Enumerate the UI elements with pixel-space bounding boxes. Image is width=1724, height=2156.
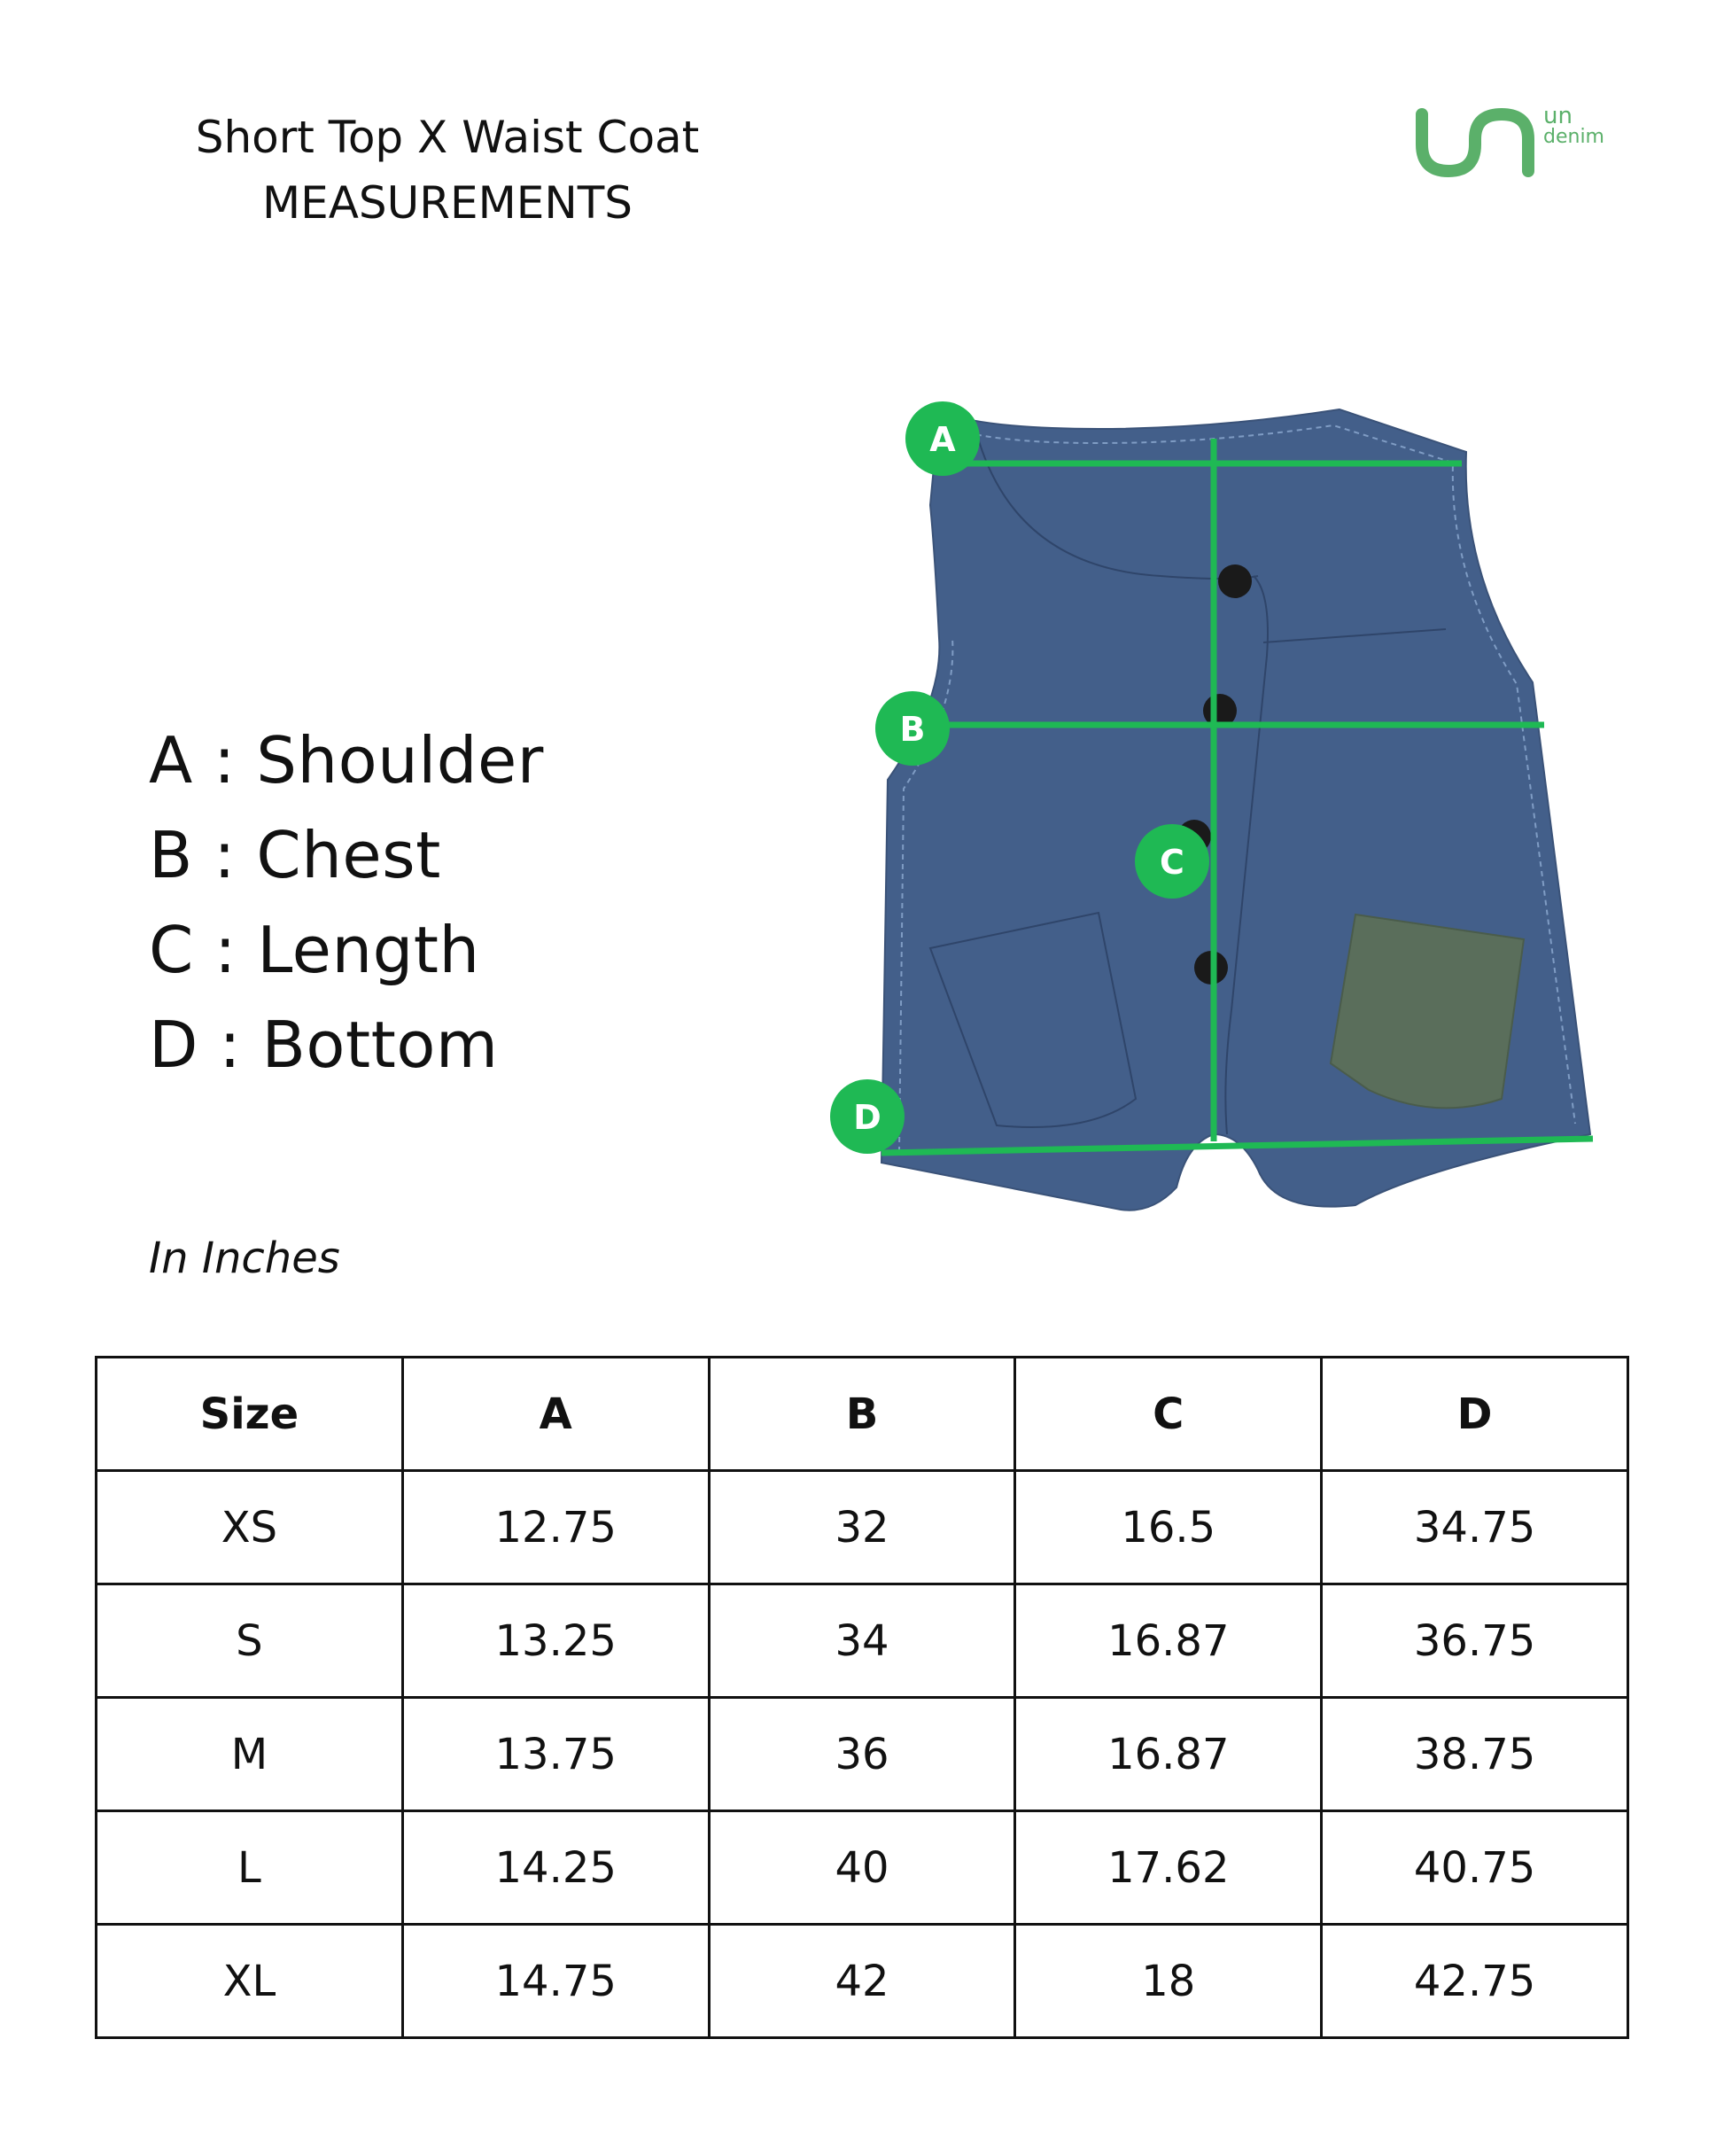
table-cell: 40 <box>709 1811 1015 1925</box>
marker-d <box>830 1079 905 1154</box>
legend-item-chest: B : Chest <box>149 818 441 892</box>
un-denim-logo-icon <box>1413 102 1608 182</box>
right-pocket <box>1331 915 1524 1108</box>
table-header-row <box>97 1358 1628 1471</box>
title-line-2: MEASUREMENTS <box>261 177 633 229</box>
legend-item-shoulder: A : Shoulder <box>149 723 544 798</box>
header-b: B <box>709 1358 1015 1471</box>
legend-item-bottom: D : Bottom <box>149 1008 499 1082</box>
size-chart-table <box>95 1356 1629 2039</box>
table-cell: 42 <box>709 1925 1015 2038</box>
table-row <box>97 1471 1628 1584</box>
table-cell: 13.25 <box>402 1584 709 1698</box>
svg-text:D: D <box>853 1098 881 1137</box>
marker-c <box>1135 824 1209 899</box>
logo-text-bottom: denim <box>1543 126 1604 148</box>
title-line-1: Short Top X Waist Coat <box>195 112 700 163</box>
header-c: C <box>1015 1358 1322 1471</box>
table-cell: 38.75 <box>1322 1698 1628 1811</box>
table-cell: 16.87 <box>1015 1584 1322 1698</box>
table-row <box>97 1811 1628 1925</box>
table-cell: 12.75 <box>402 1471 709 1584</box>
vest-diagram <box>815 372 1612 1241</box>
page-title <box>159 105 735 236</box>
svg-text:B: B <box>899 710 926 749</box>
header-a: A <box>402 1358 709 1471</box>
measurement-legend <box>149 713 544 1093</box>
table-cell: 40.75 <box>1322 1811 1628 1925</box>
table-cell: 16.87 <box>1015 1698 1322 1811</box>
marker-a <box>905 401 980 476</box>
logo-text-top: un <box>1543 103 1573 129</box>
button-1 <box>1218 564 1252 598</box>
table-cell: 34.75 <box>1322 1471 1628 1584</box>
table-cell: 14.25 <box>402 1811 709 1925</box>
table-row <box>97 1925 1628 2038</box>
svg-text:A: A <box>929 420 956 459</box>
table-row <box>97 1698 1628 1811</box>
table-cell: XL <box>97 1925 403 2038</box>
table-cell: XS <box>97 1471 403 1584</box>
units-note: In Inches <box>149 1234 340 1283</box>
legend-item-length: C : Length <box>149 913 480 987</box>
table-cell: 14.75 <box>402 1925 709 2038</box>
table-cell: 36.75 <box>1322 1584 1628 1698</box>
table-cell: L <box>97 1811 403 1925</box>
table-cell: 34 <box>709 1584 1015 1698</box>
table-cell: 17.62 <box>1015 1811 1322 1925</box>
table-cell: 16.5 <box>1015 1471 1322 1584</box>
table-cell: 42.75 <box>1322 1925 1628 2038</box>
table-cell: 13.75 <box>402 1698 709 1811</box>
table-row <box>97 1584 1628 1698</box>
table-cell: 32 <box>709 1471 1015 1584</box>
header-size: Size <box>97 1358 403 1471</box>
table-cell: S <box>97 1584 403 1698</box>
header-d: D <box>1322 1358 1628 1471</box>
table-cell: M <box>97 1698 403 1811</box>
svg-text:C: C <box>1160 843 1184 882</box>
table-cell: 18 <box>1015 1925 1322 2038</box>
marker-b <box>875 691 950 766</box>
table-cell: 36 <box>709 1698 1015 1811</box>
